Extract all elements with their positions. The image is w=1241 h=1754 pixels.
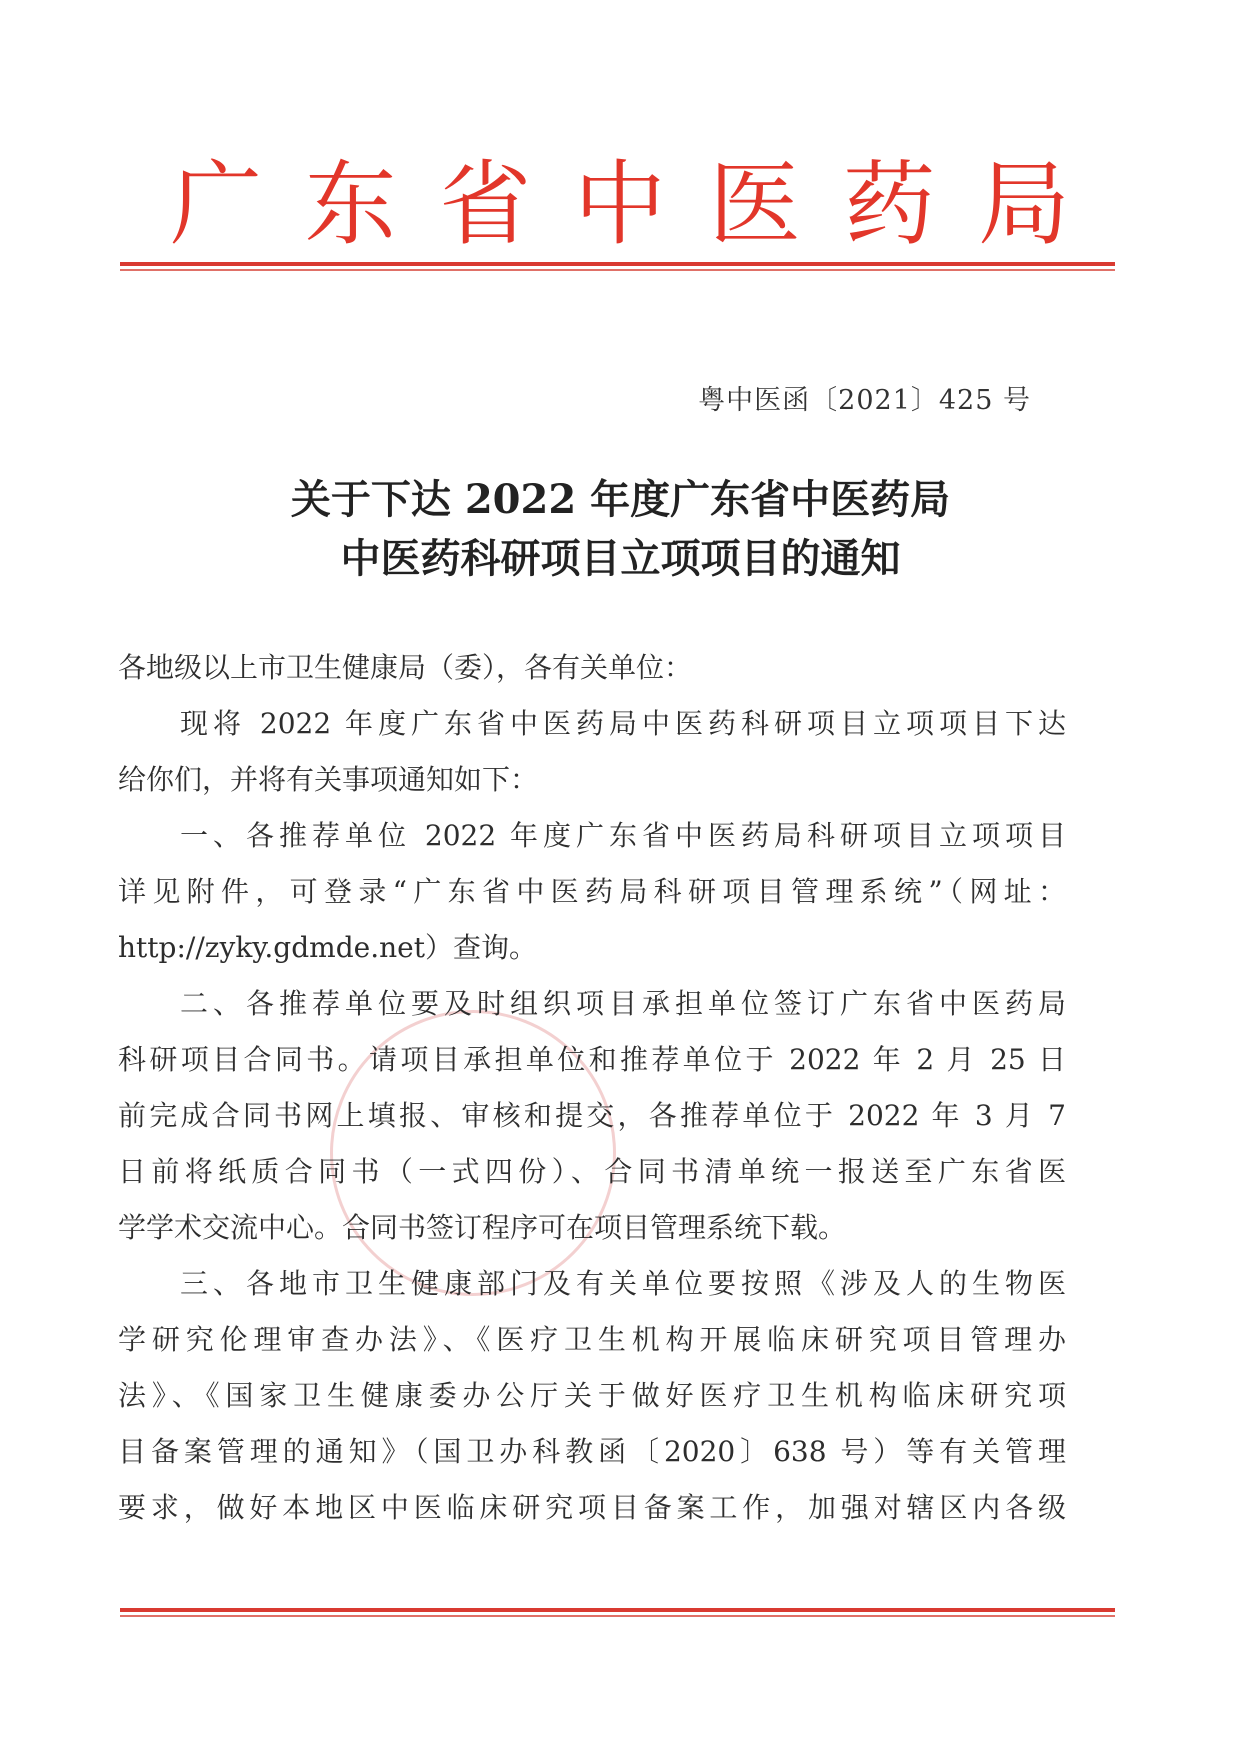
document-number: 粤中医函〔2021〕425 号	[698, 385, 1031, 416]
masthead-char: 省	[439, 151, 532, 258]
body-line: 科研项目合同书。请项目承担单位和推荐单位于 2022 年 2 月 25 日	[118, 1043, 1066, 1076]
body-line: 目备案管理的通知》（国卫办科教函〔2020〕638 号）等有关管理	[118, 1435, 1066, 1468]
document-title-line-2: 中医药科研项目立项项目的通知	[340, 535, 901, 582]
body-line: 日前将纸质合同书（一式四份）、合同书清单统一报送至广东省医	[118, 1155, 1066, 1188]
masthead-char: 药	[843, 151, 936, 258]
salutation: 各地级以上市卫生健康局（委），各有关单位：	[118, 651, 693, 684]
body-line: 一、各推荐单位 2022 年度广东省中医药局科研项目立项项目	[180, 819, 1066, 852]
body-line: 学研究伦理审查办法》、《医疗卫生机构开展临床研究项目管理办	[118, 1323, 1066, 1356]
header-rule	[120, 262, 1115, 271]
body-line: 要求，做好本地区中医临床研究项目备案工作，加强对辖区内各级	[118, 1491, 1066, 1524]
masthead-char: 医	[708, 151, 801, 258]
body-line: 给你们，并将有关事项通知如下：	[118, 763, 539, 796]
body-line: 法》、《国家卫生健康委办公厅关于做好医疗卫生机构临床研究项	[118, 1379, 1066, 1412]
document-title-line-1: 关于下达 2022 年度广东省中医药局	[290, 476, 951, 523]
body-line: 学学术交流中心。合同书签订程序可在项目管理系统下载。	[118, 1211, 847, 1244]
masthead-char: 广	[170, 151, 263, 258]
footer-rule	[120, 1608, 1115, 1617]
masthead-char: 局	[977, 151, 1070, 258]
body-line: http://zyky.gdmde.net）查询。	[118, 931, 537, 964]
masthead-char: 东	[304, 151, 397, 258]
body-line: 现将 2022 年度广东省中医药局中医药科研项目立项项目下达	[180, 707, 1066, 740]
masthead-char: 中	[573, 151, 666, 258]
masthead	[170, 150, 1070, 260]
body-line: 前完成合同书网上填报、审核和提交，各推荐单位于 2022 年 3 月 7	[118, 1099, 1066, 1132]
body-line: 详见附件，可登录“广东省中医药局科研项目管理系统”（网址：	[118, 875, 1066, 908]
body-line: 三、各地市卫生健康部门及有关单位要按照《涉及人的生物医	[180, 1267, 1066, 1300]
body-line: 二、各推荐单位要及时组织项目承担单位签订广东省中医药局	[180, 987, 1066, 1020]
